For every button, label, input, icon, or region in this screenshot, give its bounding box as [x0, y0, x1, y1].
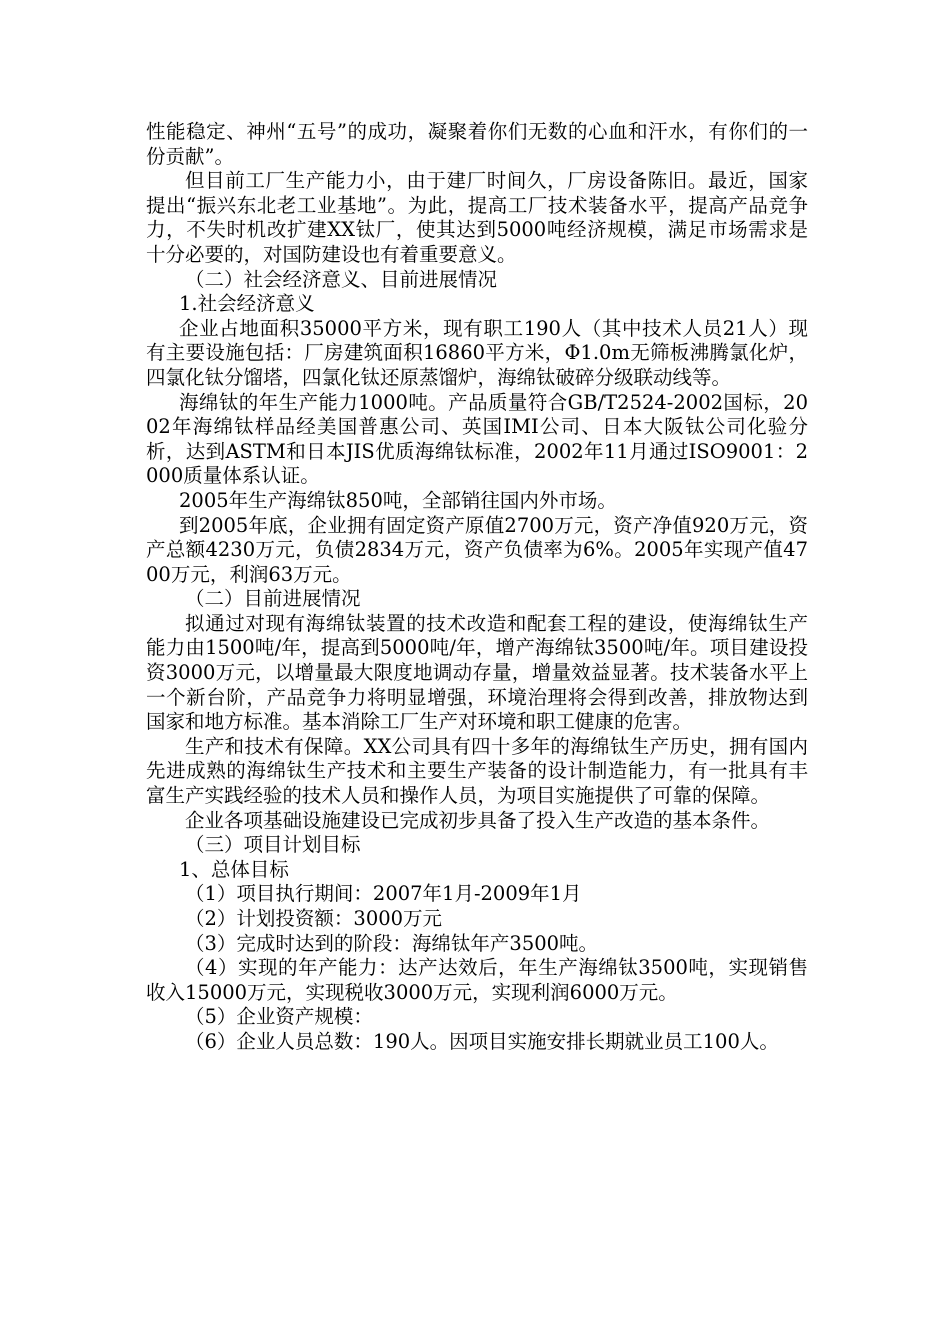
goal-item-execution-period: （1）项目执行期间：2007年1月-2009年1月	[185, 882, 582, 906]
subheading-social-economic-significance: 1.社会经济意义	[179, 292, 315, 316]
goal-item-investment: （2）计划投资额：3000万元	[185, 907, 443, 930]
section-heading-progress: （二）目前进展情况	[185, 587, 361, 611]
paragraph-2005-production: 2005年生产海绵钛850吨，全部销往国内外市场。	[179, 488, 617, 512]
paragraph-contribution: 性能稳定、神州“五号”的成功，凝聚着你们无数的心血和汗水，有你们的一份贡献”。	[146, 120, 808, 168]
paragraph-assets: 到2005年底，企业拥有固定资产原值2700万元，资产净值920万元，资产总额4230万元，负债2834万元，资产负债率为6%。2005年实现产值4700万元，利润63万元。	[146, 513, 808, 586]
subheading-overall-goals: 1、总体目标	[179, 857, 289, 881]
paragraph-background: 但目前工厂生产能力小，由于建厂时间久，厂房设备陈旧。最近，国家提出“振兴东北老工业基地”。为此，提高工厂技术装备水平，提高产品竞争力，不失时机改扩建XX钛厂，使其达到5000吨经济规模，满足市场需求是十分必要的，对国防建设也有着重要意义。	[146, 169, 808, 266]
goal-item-annual-capacity: （4）实现的年产能力：达产达效后，年生产海绵钛3500吨，实现销售收入15000万元，实现税收3000万元，实现利润6000万元。	[146, 956, 808, 1004]
goal-item-asset-scale: （5）企业资产规模：	[185, 1005, 373, 1029]
goal-item-staff-count: （6）企业人员总数：190人。因项目实施安排长期就业员工100人。	[185, 1029, 779, 1053]
goal-item-stage: （3）完成时达到的阶段：海绵钛年产3500吨。	[185, 931, 599, 955]
document-body	[146, 120, 808, 1055]
paragraph-technical-renovation: 拟通过对现有海绵钛装置的技术改造和配套工程的建设，使海绵钛生产能力由1500吨/年，提高到5000吨/年，增产海绵钛3500吨/年。项目建设投资3000万元，以增量最大限度地调动存量，增量效益显著。技术装备水平上一个新台阶，产品竞争力将明显增强，环境治理将会得到改善，排放物达到国家和地方标准。基本消除工厂生产对环境和职工健康的危害。	[146, 611, 808, 734]
paragraph-enterprise-facilities: 企业占地面积35000平方米，现有职工190人（其中技术人员21人）现有主要设施包括：厂房建筑面积16860平方米，Φ1.0m无筛板沸腾氯化炉，四氯化钛分馏塔，四氯化钛还原蒸馏炉，海绵钛破碎分级联动线等。	[146, 316, 808, 389]
paragraph-production-guarantee: 生产和技术有保障。XX公司具有四十多年的海绵钛生产历史，拥有国内先进成熟的海绵钛生产技术和主要生产装备的设计制造能力，有一批具有丰富生产实践经验的技术人员和操作人员，为项目实施提供了可靠的保障。	[146, 734, 808, 808]
paragraph-infrastructure: 企业各项基础设施建设已完成初步具备了投入生产改造的基本条件。	[185, 808, 771, 832]
section-heading-social-economic: （二）社会经济意义、目前进展情况	[185, 267, 498, 291]
section-heading-project-goals: （三）项目计划目标	[185, 833, 361, 857]
paragraph-production-capacity: 海绵钛的年生产能力1000吨。产品质量符合GB/T2524-2002国标，2002年海绵钛样品经美国普惠公司、英国IMI公司、日本大阪钛公司化验分析，达到ASTM和日本JIS优质海绵钛标准，2002年11月通过ISO9001：2000质量体系认证。	[146, 390, 808, 488]
